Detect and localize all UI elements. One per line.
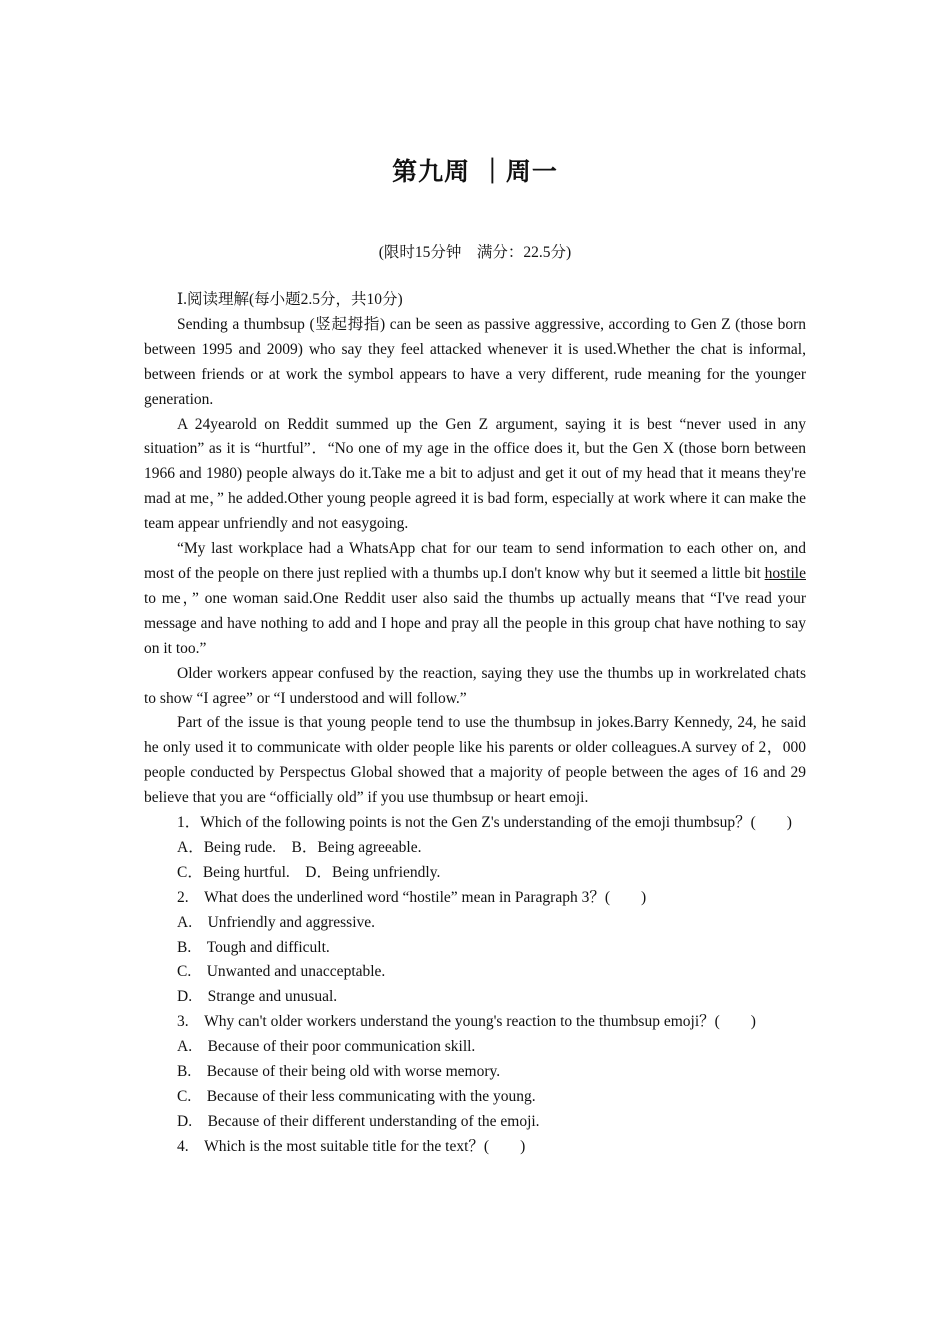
passage-paragraph-1: Sending a thumbsup (竖起拇指) can be seen as passive aggressive, according to Gen Z (those born between 1995 and 2009) who say they feel attacked whenever it is used.Whether the chat is informal, between friends or at work the symbol appears to have a very different, rude meaning for the younger generation. xyxy=(144,315,806,408)
time-limit-subtitle: (限时15分钟 满分：22.5分) xyxy=(378,244,572,261)
option-line[interactable]: C．Being hurtful. D．Being unfriendly. xyxy=(177,863,441,881)
question-stem: 2. What does the underlined word “hostile” mean in Paragraph 3？( ) xyxy=(177,888,647,906)
option-c[interactable]: C. Unwanted and unacceptable. xyxy=(177,963,386,981)
option-d[interactable]: D. Because of their different understanding of the emoji. xyxy=(177,1112,540,1130)
option-a[interactable]: A. Because of their poor communication skill. xyxy=(177,1038,476,1056)
question-stem: 3. Why can't older workers understand the young's reaction to the thumbsup emoji？( ) xyxy=(177,1013,756,1031)
option-b[interactable]: B. Because of their being old with worse memory. xyxy=(177,1063,501,1081)
question-stem: 1．Which of the following points is not the Gen Z's understanding of the emoji thumbsup？( ) xyxy=(177,814,792,832)
paragraph-3-text-before: “My last workplace had a WhatsApp chat for our team to send information to each other on, and most of the people on there just replied with a thumbs up.I don't know why but it seemed a little bit xyxy=(144,540,806,582)
question-stem: 4. Which is the most suitable title for the text？( ) xyxy=(177,1137,526,1155)
content-body xyxy=(144,288,806,1160)
section-heading: Ⅰ.阅读理解(每小题2.5分，共10分) xyxy=(177,291,403,308)
option-c[interactable]: C. Because of their less communicating with the young. xyxy=(177,1088,536,1105)
page-title: 第九周 ｜周一 xyxy=(392,157,558,186)
option-a[interactable]: A. Unfriendly and aggressive. xyxy=(177,913,376,931)
option-b[interactable]: B. Tough and difficult. xyxy=(177,938,330,956)
option-line[interactable]: A．Being rude. B．Being agreeable. xyxy=(177,838,422,856)
passage-paragraph-2: A 24yearold on Reddit summed up the Gen Z argument, saying it is best “never used in any situation” as it is “hurtful”．“No one of my age in the office does it, but the Gen X (those born between 1966 and 1980) people always do it.Take me a bit to adjust and get it out of my head that it means they're mad at me，” he added.Other young people agreed it is bad form, especially at work where it can make the team appear unfriendly and not easygoing. xyxy=(144,415,806,533)
option-d[interactable]: D. Strange and unusual. xyxy=(177,988,338,1006)
underlined-word-hostile: hostile xyxy=(764,564,806,582)
question-4 xyxy=(144,1135,806,1160)
passage-paragraph-4: Older workers appear confused by the reaction, saying they use the thumbs up in workrelated chats to show “I agree” or “I understood and will follow.” xyxy=(144,664,806,707)
paragraph-3-text-after: to me，” one woman said.One Reddit user also said the thumbs up actually means that “I've read your message and have nothing to add and I hope and pray all the people in this group chat have nothing to say on it too.” xyxy=(144,589,806,657)
question-2 xyxy=(144,886,806,1011)
question-1 xyxy=(144,811,806,886)
passage-paragraph-5: Part of the issue is that young people tend to use the thumbsup in jokes.Barry Kennedy, 24, he said he only used it to communicate with older people like his parents or older colleagues.A survey of 2，000 people conducted by Perspectus Global showed that a majority of people between the ages of 16 and 29 believe that you are “officially old” if you use thumbsup or heart emoji. xyxy=(144,714,806,807)
question-3 xyxy=(144,1010,806,1135)
passage-paragraph-3 xyxy=(144,537,806,662)
